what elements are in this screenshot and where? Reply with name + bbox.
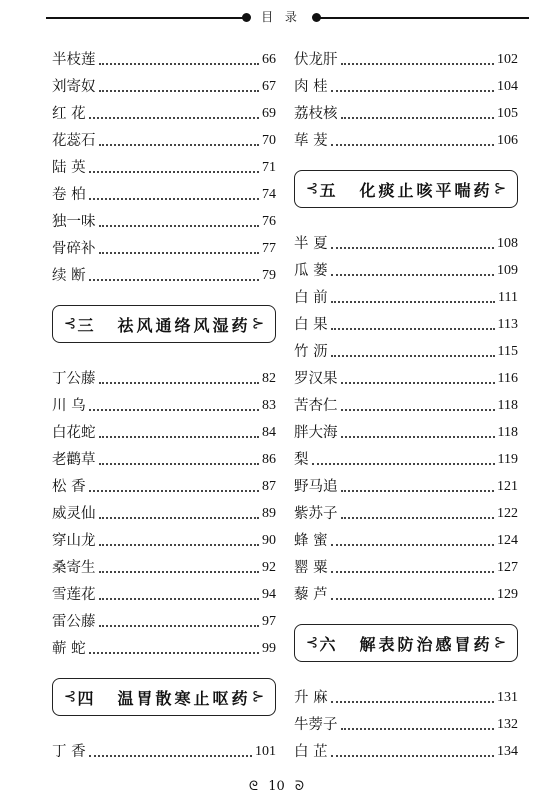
entry-page: 71 (262, 160, 276, 175)
entry-page: 104 (497, 79, 518, 94)
toc-entry[interactable] (52, 96, 276, 123)
leader-dots (99, 462, 260, 465)
toc-entry[interactable] (52, 734, 276, 761)
toc-entry[interactable] (52, 604, 276, 631)
entry-page: 82 (262, 371, 276, 386)
toc-entry[interactable] (294, 226, 518, 253)
leader-dots (99, 89, 260, 92)
scroll-ornament-icon: ⊰ (305, 633, 319, 651)
leader-dots (89, 489, 259, 492)
entry-page: 118 (497, 425, 518, 440)
toc-group (52, 42, 276, 285)
entry-name: 雷公藤 (52, 614, 96, 630)
toc-entry[interactable] (294, 334, 518, 361)
header-rule-right (316, 17, 529, 19)
entry-page: 66 (262, 52, 276, 67)
leader-dots (341, 381, 495, 384)
toc-entry[interactable] (294, 280, 518, 307)
leader-dots (99, 516, 260, 519)
leader-dots (89, 197, 259, 200)
entry-name: 胖大海 (294, 425, 338, 441)
toc-group (294, 42, 518, 150)
leader-dots (89, 116, 259, 119)
toc-left-column (52, 42, 276, 761)
entry-name: 雪莲花 (52, 587, 96, 603)
entry-page: 97 (262, 614, 276, 629)
leader-dots (89, 651, 259, 654)
toc-entry[interactable] (52, 69, 276, 96)
toc-group (294, 226, 518, 604)
toc-entry[interactable] (52, 631, 276, 658)
leader-dots (331, 597, 494, 600)
entry-name: 陆 英 (52, 160, 86, 176)
entry-page: 79 (262, 268, 276, 283)
leader-dots (99, 143, 260, 146)
scroll-ornament-icon: ⊱ (493, 179, 507, 197)
section-number: 四 (77, 688, 94, 708)
toc-entry[interactable] (294, 496, 518, 523)
leader-dots (331, 700, 494, 703)
entry-name: 白 前 (294, 290, 328, 306)
header-title: 目 录 (261, 10, 301, 24)
toc-entry[interactable] (52, 150, 276, 177)
entry-page: 121 (497, 479, 518, 494)
leader-dots (341, 408, 495, 411)
toc-entry[interactable] (52, 496, 276, 523)
scroll-ornament-icon: ⊰ (305, 179, 319, 197)
entry-page: 113 (497, 317, 518, 332)
leader-dots (331, 273, 494, 276)
entry-page: 89 (262, 506, 276, 521)
entry-name: 松 香 (52, 479, 86, 495)
toc-entry[interactable] (52, 523, 276, 550)
toc-entry[interactable] (294, 680, 518, 707)
entry-page: 127 (497, 560, 518, 575)
toc-entry[interactable] (294, 415, 518, 442)
leader-dots (89, 754, 252, 757)
entry-page: 86 (262, 452, 276, 467)
toc-entry[interactable] (294, 550, 518, 577)
entry-name: 蕲 蛇 (52, 641, 86, 657)
leader-dots (331, 300, 495, 303)
entry-name: 升 麻 (294, 690, 328, 706)
entry-name: 白花蛇 (52, 425, 96, 441)
entry-name: 半 夏 (294, 236, 328, 252)
toc-entry[interactable] (52, 42, 276, 69)
entry-page: 76 (262, 214, 276, 229)
header-dot-left (242, 13, 251, 22)
entry-page: 94 (262, 587, 276, 602)
entry-page: 67 (262, 79, 276, 94)
toc-entry[interactable] (52, 258, 276, 285)
leader-dots (312, 462, 495, 465)
toc-entry[interactable] (294, 361, 518, 388)
entry-name: 半枝莲 (52, 52, 96, 68)
entry-name: 伏龙肝 (294, 52, 338, 68)
entry-name: 荜 茇 (294, 133, 328, 149)
entry-page: 83 (262, 398, 276, 413)
entry-name: 牛蒡子 (294, 717, 338, 733)
section-number: 三 (77, 315, 94, 335)
leader-dots (331, 543, 494, 546)
entry-page: 111 (498, 290, 518, 305)
section-title: 化痰止咳平喘药 (359, 180, 493, 200)
scroll-ornament-icon: ⊱ (251, 687, 265, 705)
entry-page: 131 (497, 690, 518, 705)
entry-page: 99 (262, 641, 276, 656)
section-heading-5[interactable] (294, 170, 518, 208)
leader-dots (99, 597, 260, 600)
toc-entry[interactable] (294, 42, 518, 69)
leader-dots (331, 570, 494, 573)
leader-dots (99, 251, 260, 254)
entry-page: 92 (262, 560, 276, 575)
toc-entry[interactable] (52, 442, 276, 469)
entry-name: 罗汉果 (294, 371, 338, 387)
entry-page: 105 (497, 106, 518, 121)
scroll-ornament-icon: ⊰ (63, 314, 77, 332)
entry-name: 花蕊石 (52, 133, 96, 149)
leader-dots (89, 170, 259, 173)
scroll-ornament-icon: ⊱ (493, 633, 507, 651)
section-heading-3[interactable] (52, 305, 276, 343)
leader-dots (341, 116, 495, 119)
toc-entry[interactable] (52, 204, 276, 231)
entry-name: 骨碎补 (52, 241, 96, 257)
leader-dots (341, 516, 495, 519)
page-footer (0, 779, 553, 794)
entry-page: 74 (262, 187, 276, 202)
toc-entry[interactable] (294, 69, 518, 96)
leader-dots (341, 727, 495, 730)
entry-name: 独一味 (52, 214, 96, 230)
entry-name: 续 断 (52, 268, 86, 284)
entry-name: 罂 粟 (294, 560, 328, 576)
entry-name: 瓜 蒌 (294, 263, 328, 279)
leader-dots (331, 354, 495, 357)
leader-dots (99, 543, 260, 546)
entry-name: 卷 柏 (52, 187, 86, 203)
entry-name: 野马追 (294, 479, 338, 495)
leader-dots (99, 570, 260, 573)
entry-name: 蜂 蜜 (294, 533, 328, 549)
toc-entry[interactable] (52, 577, 276, 604)
leader-dots (99, 435, 260, 438)
entry-name: 肉 桂 (294, 79, 328, 95)
entry-page: 84 (262, 425, 276, 440)
entry-page: 90 (262, 533, 276, 548)
entry-page: 77 (262, 241, 276, 256)
toc-entry[interactable] (294, 442, 518, 469)
toc-entry[interactable] (294, 307, 518, 334)
entry-page: 69 (262, 106, 276, 121)
leader-dots (341, 435, 495, 438)
section-title: 温胃散寒止呕药 (117, 688, 251, 708)
toc-group (52, 734, 276, 761)
entry-name: 白 芷 (294, 744, 328, 760)
toc-group (294, 680, 518, 761)
page-number: 10 (268, 779, 285, 794)
entry-page: 108 (497, 236, 518, 251)
entry-name: 丁 香 (52, 744, 86, 760)
leader-dots (331, 143, 494, 146)
entry-page: 101 (255, 744, 276, 759)
toc-entry[interactable] (294, 123, 518, 150)
entry-page: 106 (497, 133, 518, 148)
section-number: 五 (319, 180, 336, 200)
entry-name: 荔枝核 (294, 106, 338, 122)
scroll-ornament-icon: ⊰ (63, 687, 77, 705)
scroll-ornament-icon: ⊱ (251, 314, 265, 332)
toc-entry[interactable] (294, 469, 518, 496)
entry-page: 102 (497, 52, 518, 67)
entry-name: 穿山龙 (52, 533, 96, 549)
entry-page: 116 (497, 371, 518, 386)
section-title: 解表防治感冒药 (359, 634, 493, 654)
entry-name: 川 乌 (52, 398, 86, 414)
leader-dots (331, 754, 494, 757)
entry-name: 桑寄生 (52, 560, 96, 576)
leader-dots (331, 89, 494, 92)
toc-entry[interactable] (52, 123, 276, 150)
entry-page: 129 (497, 587, 518, 602)
swirl-ornament-icon: ᘐ (294, 779, 305, 794)
toc-entry[interactable] (52, 177, 276, 204)
leader-dots (99, 62, 260, 65)
entry-page: 119 (497, 452, 518, 467)
leader-dots (341, 489, 495, 492)
toc-entry[interactable] (52, 469, 276, 496)
entry-name: 竹 沥 (294, 344, 328, 360)
leader-dots (331, 327, 495, 330)
toc-entry[interactable] (52, 388, 276, 415)
toc-entry[interactable] (294, 523, 518, 550)
section-title: 祛风通络风湿药 (117, 315, 251, 335)
entry-name: 苦杏仁 (294, 398, 338, 414)
entry-page: 122 (497, 506, 518, 521)
toc-entry[interactable] (52, 231, 276, 258)
leader-dots (99, 624, 260, 627)
entry-name: 梨 (294, 452, 309, 468)
leader-dots (89, 278, 259, 281)
entry-name: 藜 芦 (294, 587, 328, 603)
toc-group (52, 361, 276, 658)
toc-entry[interactable] (52, 415, 276, 442)
toc-right-column (294, 42, 518, 761)
section-heading-6[interactable] (294, 624, 518, 662)
entry-page: 109 (497, 263, 518, 278)
section-heading-4[interactable] (52, 678, 276, 716)
entry-name: 紫苏子 (294, 506, 338, 522)
leader-dots (331, 246, 494, 249)
section-number: 六 (319, 634, 336, 654)
entry-page: 87 (262, 479, 276, 494)
toc-entry[interactable] (294, 577, 518, 604)
entry-page: 70 (262, 133, 276, 148)
toc-entry[interactable] (294, 707, 518, 734)
entry-page: 132 (497, 717, 518, 732)
leader-dots (341, 62, 495, 65)
swirl-ornament-icon: ᘓ (248, 779, 259, 794)
entry-name: 威灵仙 (52, 506, 96, 522)
toc-entry[interactable] (294, 253, 518, 280)
toc-entry[interactable] (52, 361, 276, 388)
entry-name: 白 果 (294, 317, 328, 333)
toc-entry[interactable] (294, 388, 518, 415)
toc-entry[interactable] (294, 96, 518, 123)
header-rule-left (46, 17, 246, 19)
entry-page: 134 (497, 744, 518, 759)
entry-name: 红 花 (52, 106, 86, 122)
leader-dots (99, 381, 260, 384)
entry-page: 124 (497, 533, 518, 548)
leader-dots (99, 224, 260, 227)
toc-entry[interactable] (294, 734, 518, 761)
entry-page: 115 (497, 344, 518, 359)
entry-name: 丁公藤 (52, 371, 96, 387)
toc-entry[interactable] (52, 550, 276, 577)
leader-dots (89, 408, 259, 411)
page-header (46, 8, 529, 28)
entry-name: 刘寄奴 (52, 79, 96, 95)
entry-name: 老鹳草 (52, 452, 96, 468)
entry-page: 118 (497, 398, 518, 413)
